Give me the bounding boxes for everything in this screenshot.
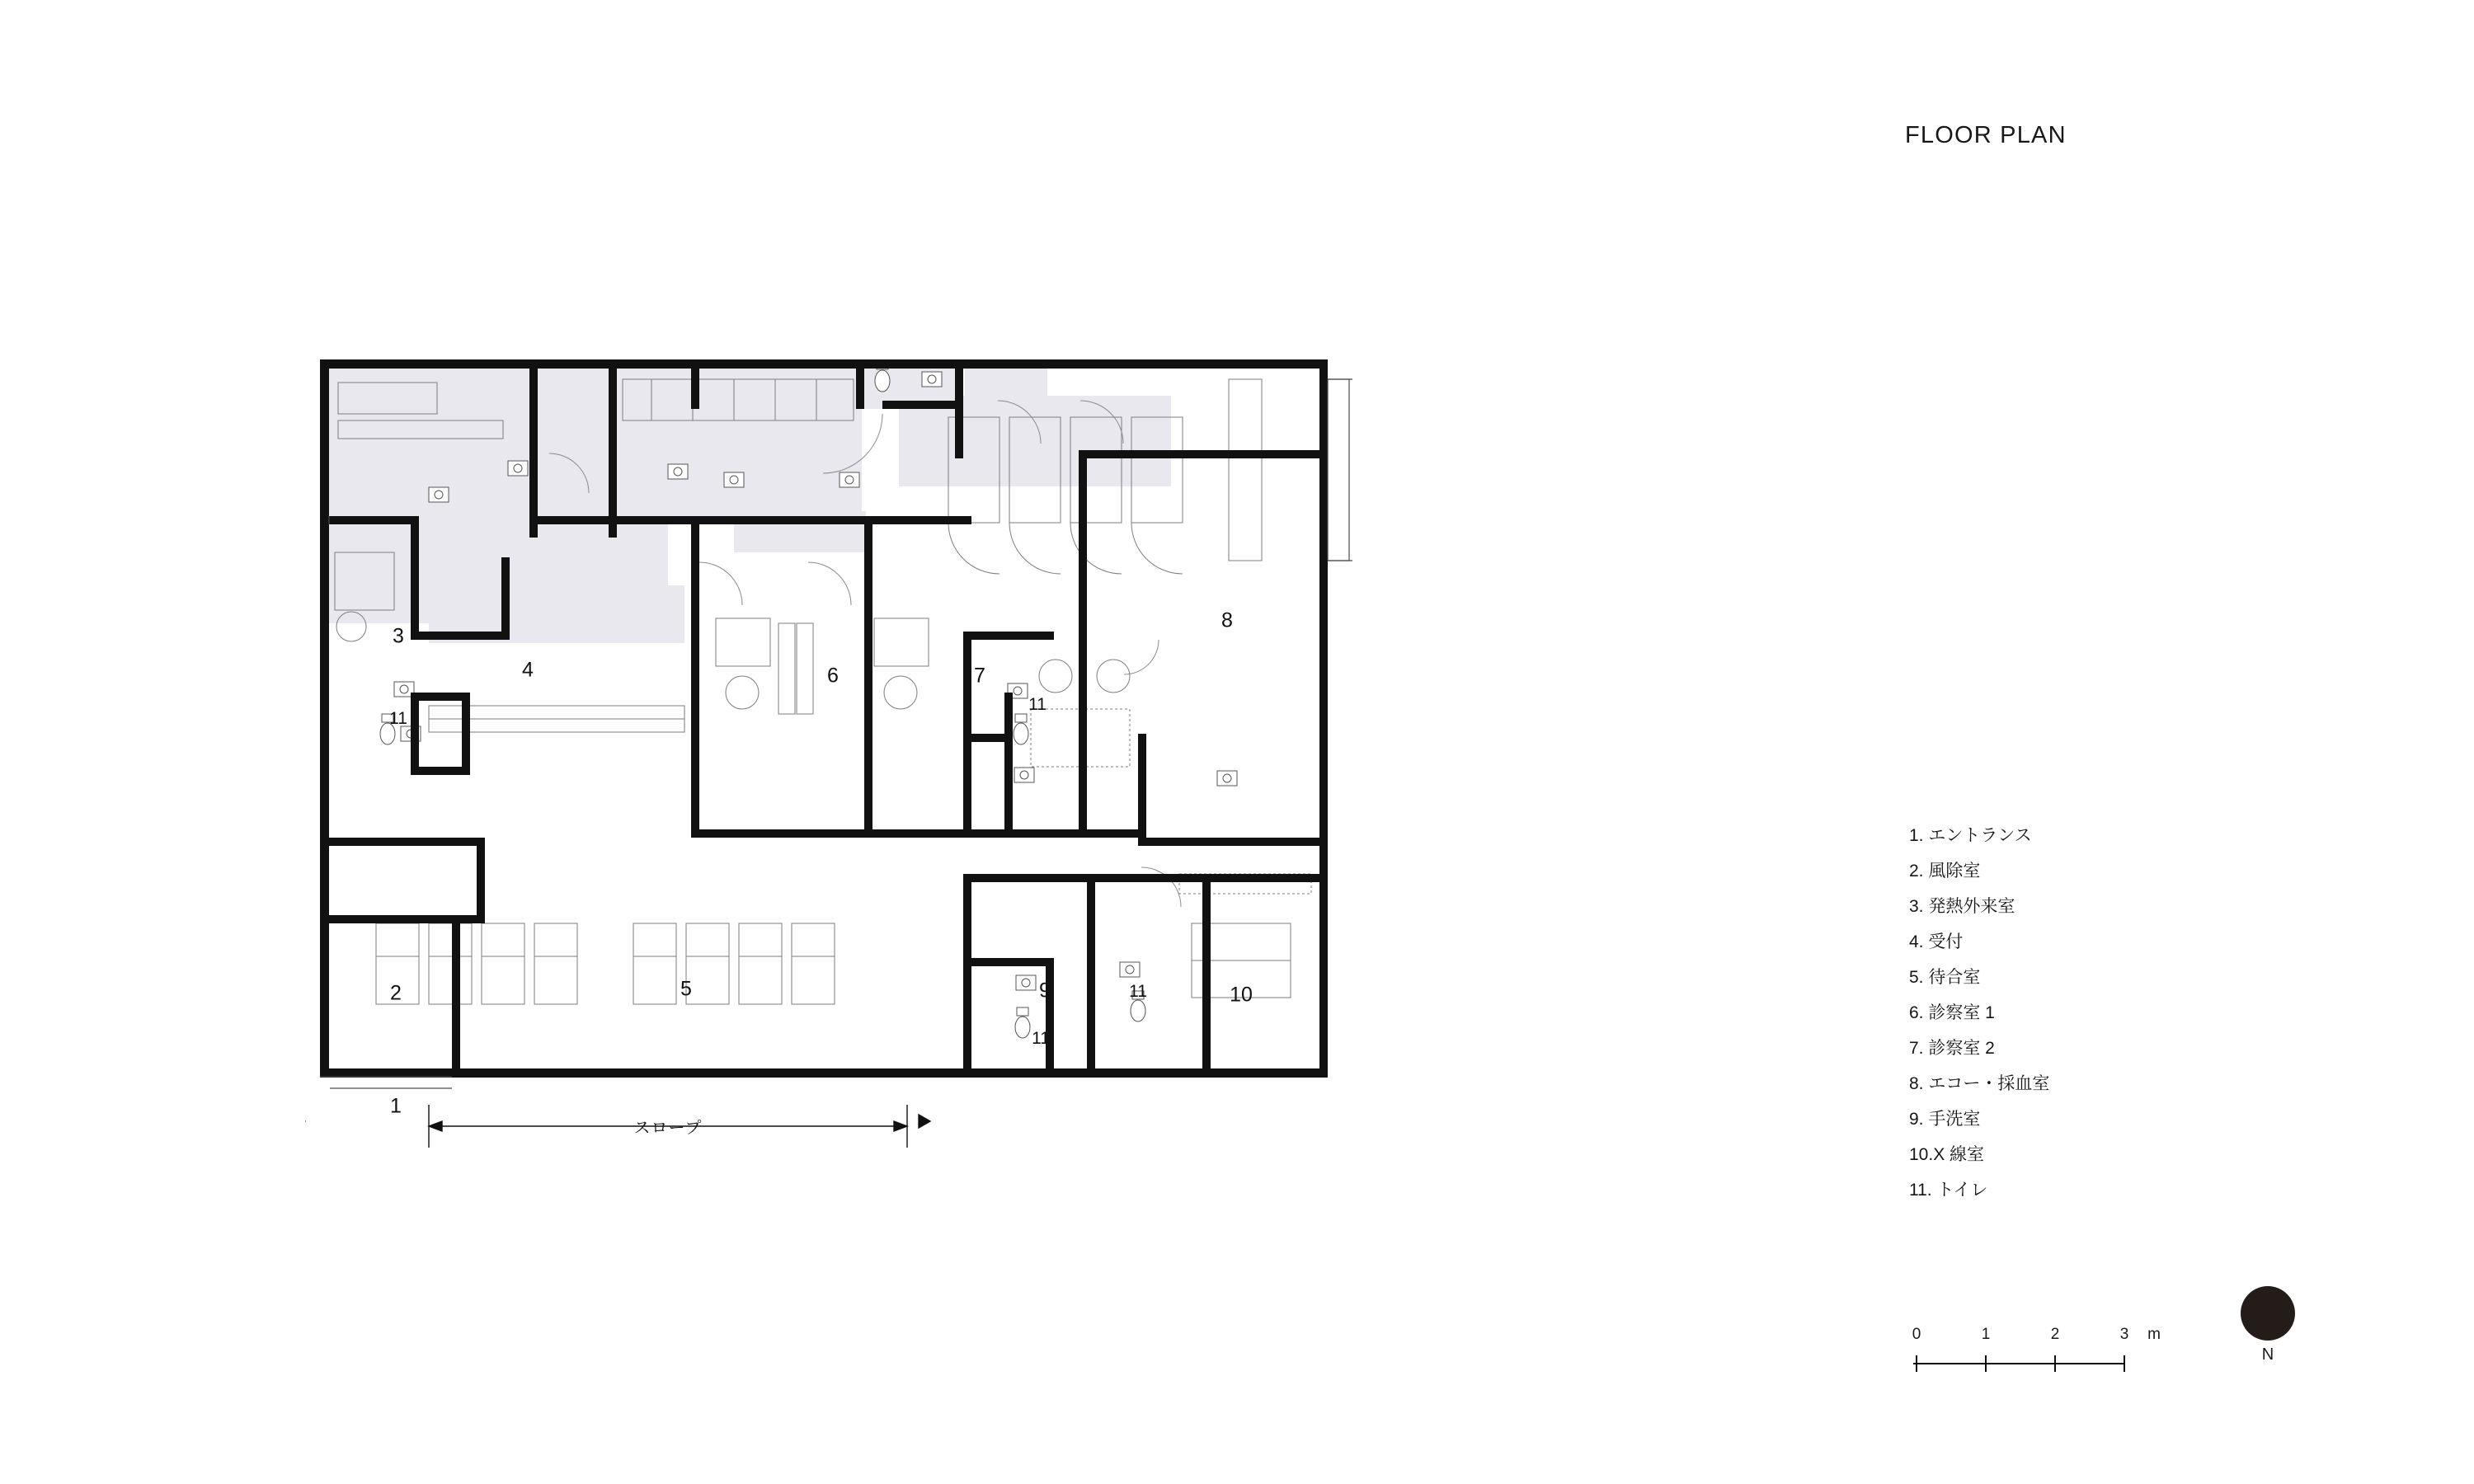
north-indicator	[2235, 1286, 2301, 1364]
legend-item: 2. 風除室	[1909, 862, 1981, 881]
room-number: 3	[393, 624, 404, 648]
scale-tick	[1985, 1355, 1987, 1372]
legend-item: 6. 診察室 1	[1909, 1003, 1995, 1022]
legend-item: 1. エントランス	[1909, 826, 2032, 845]
room-number: 7	[974, 664, 985, 688]
legend	[1909, 818, 2049, 1208]
scale-numbers	[1912, 1326, 2161, 1347]
slope-label: スロープ	[633, 1119, 703, 1138]
room-number: 6	[827, 664, 839, 688]
legend-item: 8. エコー・採血室	[1909, 1074, 2050, 1093]
legend-item: 5. 待合室	[1909, 968, 1981, 987]
room-number: 11	[1129, 982, 1147, 1001]
scale-tick-label: 0	[1912, 1326, 1921, 1343]
legend-item: 3. 発熱外来室	[1909, 897, 2015, 916]
scale-tick-label: 1	[1981, 1326, 1991, 1343]
room-number: 8	[1221, 608, 1233, 632]
room-number: 4	[522, 658, 534, 682]
room-number: 2	[390, 981, 402, 1005]
scale-axis	[1913, 1363, 2124, 1364]
north-label: N	[2261, 1345, 2274, 1364]
legend-item: 7. 診察室 2	[1909, 1039, 1995, 1058]
scale-bar	[1912, 1326, 2161, 1372]
scale-tick	[2054, 1355, 2056, 1372]
scale-graphic	[1913, 1354, 2129, 1372]
legend-item: 11. トイレ	[1909, 1181, 1988, 1200]
scale-tick	[1916, 1355, 1917, 1372]
page-title: FLOOR PLAN	[1905, 122, 2067, 148]
scale-tick-label: 3	[2119, 1326, 2129, 1343]
legend-item: 4. 受付	[1909, 932, 1964, 951]
room-number: 11	[1028, 695, 1047, 714]
room-number: 11	[1032, 1029, 1050, 1048]
room-number: 5	[680, 977, 692, 1001]
north-disc-icon	[2241, 1286, 2295, 1341]
room-number: 1	[390, 1094, 402, 1118]
room-number: 9	[1039, 979, 1051, 1003]
scale-tick	[2124, 1355, 2125, 1372]
plan-svg	[305, 346, 1592, 1187]
floor-plan-drawing	[305, 346, 1592, 1187]
room-number: 10	[1230, 983, 1253, 1007]
legend-item: 10.X 線室	[1909, 1145, 1985, 1164]
room-number: 11	[389, 709, 407, 728]
scale-unit-label: m	[2147, 1326, 2161, 1343]
scale-tick-label: 2	[2050, 1326, 2060, 1343]
legend-item: 9. 手洗室	[1909, 1110, 1981, 1129]
